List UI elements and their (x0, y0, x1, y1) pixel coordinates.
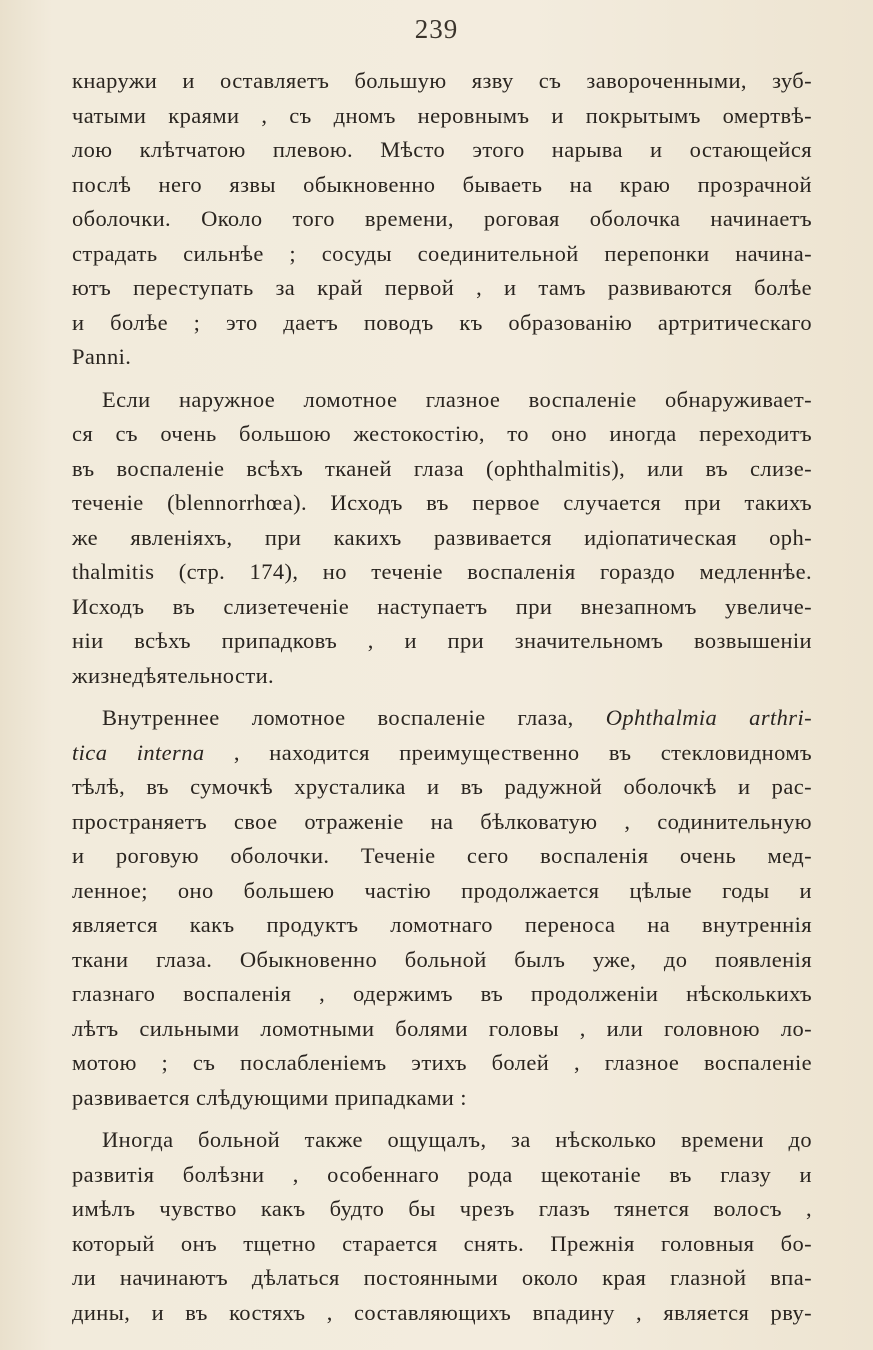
text-line: кнаружи и оставляетъ большую язву съ завороченными, зуб- (72, 68, 812, 93)
text-line: страдать сильнѣе ; сосуды соединительной перепонки начина- (72, 240, 812, 266)
text-line: и болѣе ; это даетъ поводъ къ образованію артритическаго (72, 309, 812, 335)
text-line: жизнедѣятельности. (72, 662, 275, 688)
text-line: Panni. (72, 344, 132, 369)
paragraph (72, 383, 812, 694)
text-line: оболочки. Около того времени, роговая оболочка начинаетъ (72, 206, 812, 231)
latin-term: tica interna (72, 739, 205, 765)
text-line: Если наружное ломотное глазное воспаленіе обнаруживает- (102, 386, 812, 412)
text-line: ніи всѣхъ припадковъ , и при значительномъ возвышеніи (72, 628, 812, 653)
text-line: теченіе (blennorrhœa). Исходъ въ первое случается при такихъ (72, 490, 812, 515)
text-line: дины, и въ костяхъ , составляющихъ впадину , является рву- (72, 1299, 812, 1325)
text-line: Исходъ въ слизетеченіе наступаетъ при внезапномъ увеличе- (72, 593, 812, 619)
text-line: thalmitis (стр. 174), но теченіе воспаленія гораздо медленнѣе. (72, 559, 812, 584)
text-line: послѣ него язвы обыкновенно бываеть на краю прозрачной (72, 171, 812, 197)
page-number: 239 (414, 14, 459, 44)
text-line: ткани глаза. Обыкновенно больной былъ уже, до появленія (72, 946, 812, 972)
text-line: ли начинаютъ дѣлаться постоянными около края глазной впа- (72, 1265, 812, 1290)
text-line: пространяетъ свое отраженіе на бѣлковатую , содинительную (72, 808, 812, 834)
body-text (72, 64, 812, 1330)
text-line: который онъ тщетно старается снять. Прежнія головныя бо- (72, 1230, 812, 1256)
text-line: тѣлѣ, въ сумочкѣ хрусталика и въ радужной оболочкѣ и рас- (72, 774, 812, 799)
text-line: Иногда больной также ощущалъ, за нѣсколько времени до (102, 1127, 812, 1152)
paragraph (72, 64, 812, 375)
text-line: развивается слѣдующими припадками : (72, 1084, 467, 1110)
text-line: имѣлъ чувство какъ будто бы чрезъ глазъ тянется волосъ , (72, 1196, 812, 1221)
text-line (72, 736, 812, 771)
text-line: лою клѣтчатою плевою. Мѣсто этого нарыва и остающейся (72, 137, 812, 162)
text-line: же явленіяхъ, при какихъ развивается идіопатическая oph- (72, 524, 812, 550)
latin-term: Ophthalmia arthri- (605, 705, 812, 730)
text-line: глазнаго воспаленія , одержимъ въ продолженіи нѣсколькихъ (72, 981, 812, 1006)
text-line: развитія болѣзни , особеннаго рода щекотаніе въ глазу и (72, 1161, 812, 1187)
text-run: Внутреннее ломотное воспаленіе глаза, (102, 705, 606, 730)
text-line: является какъ продуктъ ломотнаго переноса на внутреннія (72, 912, 812, 937)
text-line: чатыми краями , съ дномъ неровнымъ и покрытымъ омертвѣ- (72, 102, 812, 128)
text-run: , находится преимущественно въ стекловидномъ (204, 739, 812, 765)
text-line: ленное; оно большею частію продолжается цѣлые годы и (72, 877, 812, 903)
text-line: лѣтъ сильными ломотными болями головы , или головною ло- (72, 1015, 812, 1041)
text-line: мотою ; съ послабленіемъ этихъ болей , глазное воспаленіе (72, 1050, 812, 1075)
text-line: въ воспаленіе всѣхъ тканей глаза (ophthalmitis), или въ слизе- (72, 455, 812, 481)
paragraph (72, 701, 812, 1115)
text-line: ютъ переступать за край первой , и тамъ развиваются болѣе (72, 275, 812, 300)
paragraph (72, 1123, 812, 1330)
text-line (72, 701, 812, 736)
text-line: и роговую оболочки. Теченіе сего воспаленія очень мед- (72, 843, 812, 868)
text-line: ся съ очень большою жестокостію, то оно иногда переходитъ (72, 421, 812, 446)
